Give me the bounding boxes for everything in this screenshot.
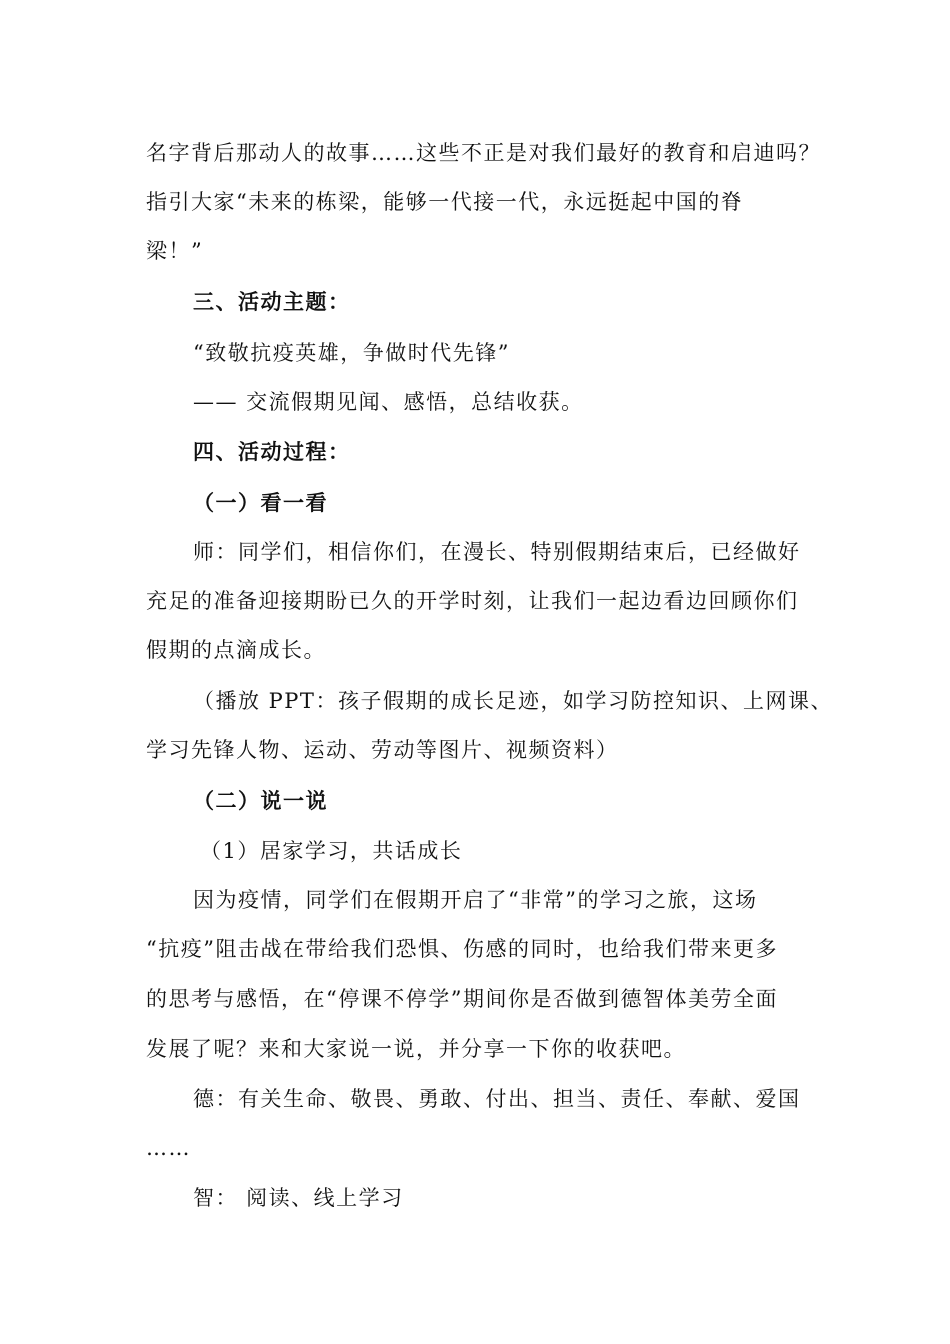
subsection-heading-look: （一）看一看 [193, 491, 328, 515]
body-text-line: （播放 PPT：孩子假期的成长足迹，如学习防控知识、上网课、 [193, 689, 833, 713]
item-heading: （1）居家学习，共话成长 [200, 839, 463, 863]
theme-subtitle: —— 交流假期见闻、感悟，总结收获。 [193, 390, 584, 414]
body-text-line: 指引大家“未来的栋梁，能够一代接一代，永远挺起中国的脊 [146, 190, 744, 214]
body-text-line: 师：同学们，相信你们，在漫长、特别假期结束后，已经做好 [193, 540, 801, 564]
body-text-line: 梁！” [146, 239, 204, 263]
theme-title: “致敬抗疫英雄，争做时代先锋” [193, 341, 510, 365]
section-heading-theme: 三、活动主题： [193, 290, 351, 314]
body-text-line: 假期的点滴成长。 [146, 638, 326, 662]
body-text-line: 发展了呢？来和大家说一说，并分享一下你的收获吧。 [146, 1037, 686, 1061]
section-heading-process: 四、活动过程： [193, 440, 351, 464]
body-text-line: 德：有关生命、敬畏、勇敢、付出、担当、责任、奉献、爱国 [193, 1087, 801, 1111]
subsection-heading-talk: （二）说一说 [193, 789, 328, 813]
body-text-line: 名字背后那动人的故事……这些不正是对我们最好的教育和启迪吗？ [146, 141, 821, 165]
body-text-line: 智： 阅读、线上学习 [193, 1186, 404, 1210]
body-text-line: …… [146, 1136, 191, 1160]
body-text-line: 学习先锋人物、运动、劳动等图片、视频资料） [146, 738, 619, 762]
body-text-line: 的思考与感悟，在“停课不停学”期间你是否做到德智体美劳全面 [146, 987, 778, 1011]
body-text-line: 因为疫情，同学们在假期开启了“非常”的学习之旅，这场 [193, 888, 758, 912]
body-text-line: 充足的准备迎接期盼已久的开学时刻，让我们一起边看边回顾你们 [146, 589, 799, 613]
body-text-line: “抗疫”阻击战在带给我们恐惧、伤感的同时，也给我们带来更多 [146, 937, 778, 961]
